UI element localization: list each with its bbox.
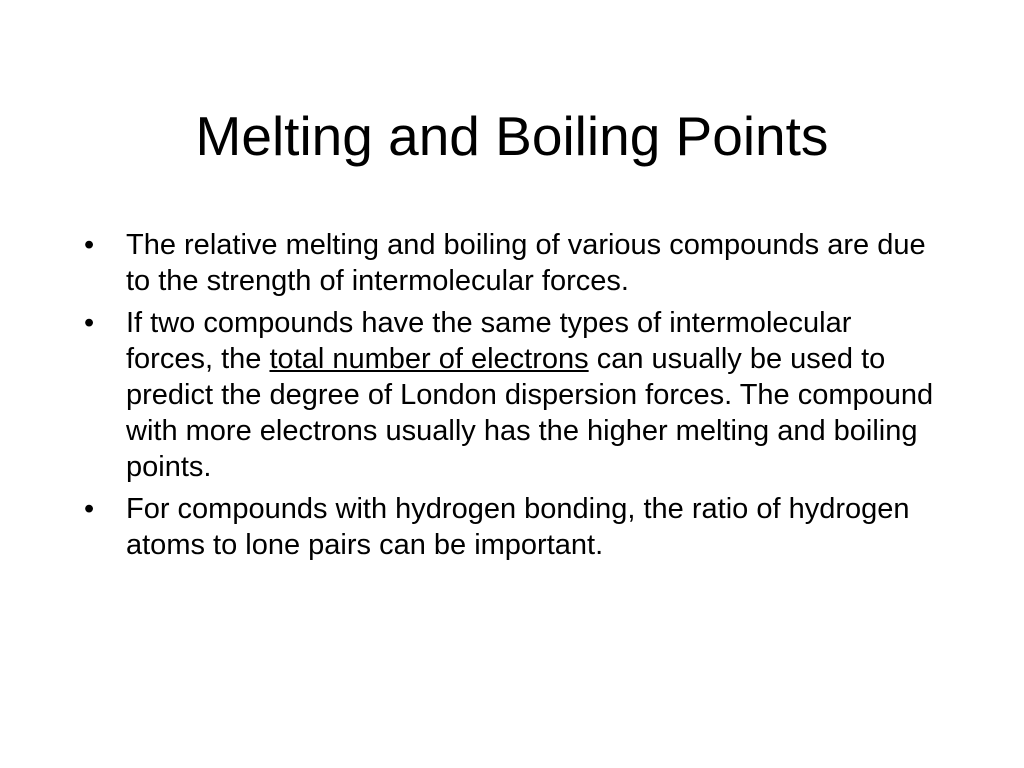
slide-title: Melting and Boiling Points [195,105,829,167]
bullet-icon: • [84,229,95,261]
bullet-text-before: If two compounds have the same types of intermolecular forces, the [126,307,852,375]
bullet-item-3 [84,491,944,563]
bullet-icon: • [84,493,95,525]
underlined-phrase: total number of electrons [269,343,589,375]
bullet-text: The relative melting and boiling of various compounds are due to the strength of intermolecular forces. [126,229,926,297]
bullet-list [84,227,944,569]
bullet-item-2 [84,305,944,485]
bullet-icon: • [84,307,95,339]
bullet-text: For compounds with hydrogen bonding, the ratio of hydrogen atoms to lone pairs can be important. [126,493,910,561]
bullet-text-after: can usually be used to predict the degree of London dispersion forces. The compound with more electrons usually has the higher melting and boiling points. [126,343,934,483]
bullet-item-1 [84,227,944,299]
